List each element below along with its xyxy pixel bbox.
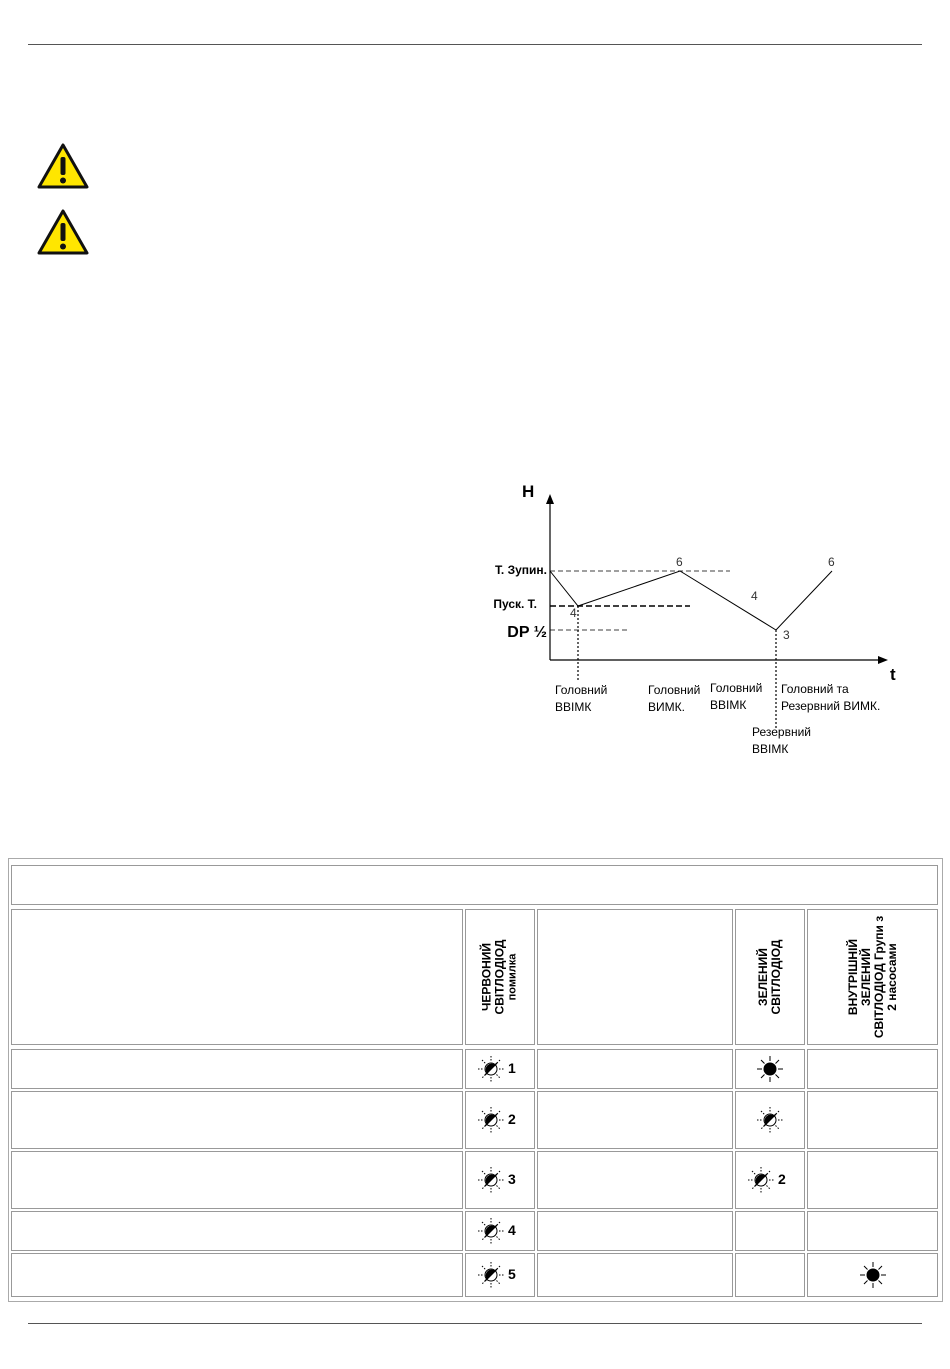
x-axis-arrow bbox=[878, 656, 888, 664]
bottom-rule bbox=[28, 1323, 922, 1324]
header-red-led-line3: помилка bbox=[506, 953, 519, 1001]
red-led-blink-count: 2 bbox=[508, 1111, 516, 1127]
level-label-start: Пуск. Т. bbox=[493, 597, 537, 611]
table-cell bbox=[537, 1151, 733, 1209]
warning-triangle-icon bbox=[36, 208, 90, 256]
event-label: ВИМК. bbox=[648, 700, 685, 714]
header-internal-line2: ЗЕЛЕНИЙ bbox=[858, 948, 873, 1006]
table-cell bbox=[465, 1091, 535, 1149]
event-label: ВВІМК bbox=[710, 698, 747, 712]
point-label: 4 bbox=[751, 589, 758, 603]
table-cell bbox=[11, 1091, 463, 1149]
y-axis-arrow bbox=[546, 494, 554, 504]
table-cell bbox=[11, 1151, 463, 1209]
level-label-dp: DP ½ bbox=[507, 624, 547, 641]
header-internal-green-led bbox=[807, 909, 938, 1045]
event-label: Головний та bbox=[781, 682, 849, 696]
table-cell bbox=[537, 1091, 733, 1149]
header-green-led bbox=[735, 909, 805, 1045]
table-cell bbox=[537, 1049, 733, 1089]
steady-led-icon bbox=[858, 1260, 888, 1290]
steady-led-icon bbox=[755, 1054, 785, 1084]
point-label: 3 bbox=[783, 628, 790, 642]
table-cell bbox=[807, 1049, 938, 1089]
table-cell bbox=[11, 1253, 463, 1297]
green-led-blink-count: 2 bbox=[778, 1171, 786, 1187]
point-label: 6 bbox=[828, 555, 835, 569]
table-title-row bbox=[11, 865, 938, 905]
table-cell bbox=[537, 1211, 733, 1251]
red-led-blink-count: 4 bbox=[508, 1222, 516, 1238]
blinking-led-icon bbox=[476, 1260, 524, 1290]
red-led-blink-count: 3 bbox=[508, 1171, 516, 1187]
table-cell bbox=[465, 1151, 535, 1209]
event-label: Головний bbox=[555, 683, 608, 697]
blinking-led-icon bbox=[476, 1165, 506, 1195]
header-green-led-line1: ЗЕЛЕНИЙ bbox=[756, 948, 770, 1006]
event-label: Головний bbox=[648, 683, 701, 697]
event-label: Резервний bbox=[752, 725, 812, 739]
table-cell bbox=[807, 1091, 938, 1149]
warning-triangle-icon bbox=[36, 142, 90, 190]
top-rule bbox=[28, 44, 922, 45]
table-cell bbox=[465, 1049, 535, 1089]
pressure-curve bbox=[550, 571, 832, 630]
blinking-led-icon bbox=[746, 1165, 776, 1195]
led-status-table bbox=[8, 858, 943, 1302]
table-cell bbox=[807, 1253, 938, 1297]
blinking-led-icon bbox=[755, 1105, 785, 1135]
header-red-led-line1: ЧЕРВОНИЙ bbox=[479, 942, 494, 1012]
table-cell bbox=[735, 1253, 805, 1297]
table-cell bbox=[807, 1211, 938, 1251]
y-axis-label: H bbox=[522, 482, 535, 501]
table-cell bbox=[735, 1211, 805, 1251]
header-red-led bbox=[465, 909, 535, 1045]
blinking-led-icon bbox=[476, 1216, 506, 1246]
header-green-led-line2: СВІТЛОДІОД bbox=[769, 939, 783, 1015]
table-cell bbox=[807, 1151, 938, 1209]
header-internal-line4: 2 насосами bbox=[884, 943, 899, 1011]
header-internal-line1: ВНУТРІШНІЙ bbox=[845, 938, 860, 1016]
header-red-led-line2: СВІТЛОДІОД bbox=[492, 939, 507, 1015]
blinking-led-icon bbox=[476, 1165, 524, 1195]
table-cell bbox=[465, 1253, 535, 1297]
point-label: 4 bbox=[570, 606, 577, 620]
blinking-led-icon bbox=[746, 1165, 794, 1195]
blinking-led-icon bbox=[476, 1105, 506, 1135]
table-cell bbox=[735, 1049, 805, 1089]
pressure-time-chart bbox=[470, 470, 910, 770]
header-empty bbox=[537, 909, 733, 1045]
blinking-led-icon bbox=[476, 1105, 524, 1135]
x-axis-label: t bbox=[890, 665, 896, 684]
blinking-led-icon bbox=[476, 1054, 506, 1084]
event-label: ВВІМК bbox=[752, 742, 789, 756]
steady-led-icon bbox=[755, 1054, 785, 1084]
table-cell bbox=[465, 1211, 535, 1251]
header-description bbox=[11, 909, 463, 1045]
table-cell bbox=[735, 1091, 805, 1149]
level-label-stop: Т. Зупин. bbox=[494, 563, 547, 577]
blinking-led-icon bbox=[476, 1216, 524, 1246]
event-label: Резервний ВИМК. bbox=[781, 699, 881, 713]
event-label: Головний bbox=[710, 681, 763, 695]
point-label: 6 bbox=[676, 555, 683, 569]
header-internal-line3: СВІТЛОДІОД Групи з bbox=[871, 915, 886, 1039]
red-led-blink-count: 1 bbox=[508, 1060, 516, 1076]
blinking-led-icon bbox=[476, 1054, 524, 1084]
table-cell bbox=[537, 1253, 733, 1297]
table-cell bbox=[11, 1211, 463, 1251]
steady-led-icon bbox=[858, 1260, 888, 1290]
blinking-led-icon bbox=[476, 1260, 506, 1290]
table-cell bbox=[11, 1049, 463, 1089]
red-led-blink-count: 5 bbox=[508, 1266, 516, 1282]
table-cell bbox=[735, 1151, 805, 1209]
blinking-led-icon bbox=[755, 1105, 785, 1135]
event-label: ВВІМК bbox=[555, 700, 592, 714]
